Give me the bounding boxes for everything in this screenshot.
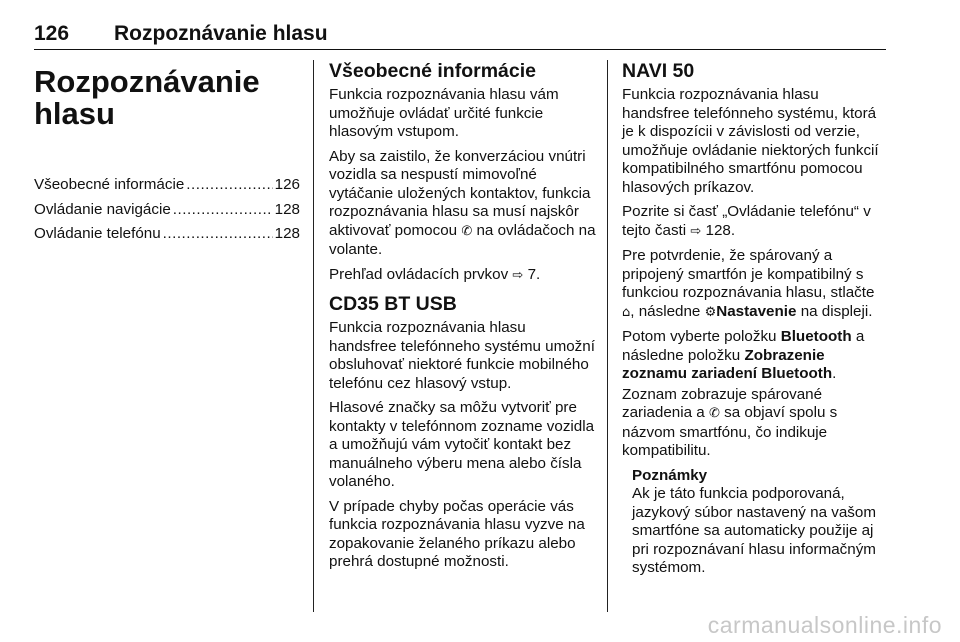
paragraph bbox=[622, 386, 890, 461]
page-ref[interactable]: 128. bbox=[705, 221, 736, 239]
table-of-contents bbox=[34, 173, 300, 247]
phone-voice-icon: ✆ bbox=[708, 406, 720, 421]
page-ref-arrow-icon: ⇨ bbox=[512, 267, 524, 283]
column-2 bbox=[329, 60, 597, 578]
section-heading-general: Všeobecné informácie bbox=[329, 60, 536, 82]
chapter-title bbox=[34, 66, 300, 130]
paragraph-text: na ovládačoch na volante. bbox=[329, 221, 596, 258]
header-rule bbox=[34, 49, 886, 50]
page-number: 126 bbox=[34, 22, 70, 45]
note-text: Ak je táto funkcia podporovaná, jazykový súbor nastavený na vašom smartfóne sa automaticky použije aj pri rozpoznávaní hlasu informačným systémom. bbox=[632, 485, 876, 576]
paragraph-text: Prehľad ovládacích prvkov bbox=[329, 265, 509, 283]
toc-leader bbox=[163, 222, 273, 247]
toc-entry-page: 128 bbox=[274, 225, 300, 242]
paragraph: Hlasové značky sa môžu vytvoriť pre kontakty v telefónnom zozname vozidla a umožňujú vám vytočiť kontakt bez manuálneho výberu mena alebo čísla volaného. bbox=[329, 399, 595, 490]
paragraph-text: Potom vyberte položku bbox=[622, 328, 777, 345]
watermark: carmanualsonline.info bbox=[707, 612, 942, 638]
paragraph-text: Aby sa zaistilo, že konverzáciou vnútri vozidla sa nespustí mimovoľné vytáčanie uložených kontaktov, funkcia rozpoznávania hlasu sa musí najskôr aktivovať pomocou bbox=[329, 147, 591, 239]
paragraph bbox=[329, 266, 597, 286]
toc-leader bbox=[186, 173, 272, 198]
home-icon: ⌂ bbox=[622, 304, 631, 320]
paragraph bbox=[622, 203, 890, 241]
paragraph: Funkcia rozpoznávania hlasu handsfree telefónneho systému, ktorá je k dispozícii v závislosti od verzie, umožňuje ovládanie niektorých funkcií kompatibilného smartfónu pomocou hlasových príkazov. bbox=[622, 86, 879, 196]
toc-entry[interactable] bbox=[34, 198, 300, 223]
paragraph bbox=[622, 247, 890, 322]
paragraph-text: Pre potvrdenie, že spárovaný a pripojený smartfón je kompatibilný s funkciou rozpoznávania hlasu, stlačte bbox=[622, 247, 875, 301]
phone-voice-icon: ✆ bbox=[461, 223, 473, 239]
page-ref[interactable]: 7. bbox=[527, 265, 541, 283]
running-title: Rozpoznávanie hlasu bbox=[114, 22, 328, 45]
note-box bbox=[632, 467, 890, 578]
toc-entry-label: Ovládanie navigácie bbox=[34, 200, 171, 218]
menu-term-bluetooth: Bluetooth bbox=[780, 328, 852, 345]
paragraph-text: a následne položku bbox=[622, 328, 865, 364]
paragraph bbox=[329, 148, 597, 260]
column-divider-2 bbox=[607, 60, 608, 612]
page-ref-arrow-icon: ⇨ bbox=[690, 223, 702, 239]
paragraph-text: sa objaví spolu s názvom smartfónu, čo indikuje kompatibilitu. bbox=[622, 404, 838, 459]
chapter-title-line2: hlasu bbox=[34, 96, 115, 131]
paragraph: Funkcia rozpoznávania hlasu vám umožňuje ovládať určité funkcie hlasovým vstupom. bbox=[329, 86, 559, 140]
toc-leader bbox=[173, 198, 273, 223]
toc-entry[interactable] bbox=[34, 173, 300, 198]
paragraph-text: na displeji. bbox=[800, 302, 873, 320]
toc-entry-page: 128 bbox=[274, 200, 300, 218]
note-title: Poznámky bbox=[632, 466, 708, 484]
column-divider-1 bbox=[313, 60, 314, 612]
paragraph-text: . bbox=[832, 365, 837, 382]
menu-term-settings: Nastavenie bbox=[716, 302, 797, 320]
toc-entry-page: 126 bbox=[274, 176, 300, 193]
paragraph-text: Zoznam zobrazuje spárované zariadenia a bbox=[622, 385, 823, 421]
paragraph: Funkcia rozpoznávania hlasu handsfree telefónneho systému umožní obsluhovať niektoré funkcie mobilného telefónu cez hlasový vstup. bbox=[329, 319, 595, 392]
toc-entry[interactable] bbox=[34, 222, 300, 247]
column-1 bbox=[34, 60, 300, 247]
section-heading-cd35: CD35 BT USB bbox=[329, 293, 457, 315]
chapter-title-line1: Rozpoznávanie bbox=[34, 64, 260, 99]
gear-icon: ⚙ bbox=[704, 304, 717, 320]
toc-entry-label: Ovládanie telefónu bbox=[34, 225, 161, 242]
paragraph: V prípade chyby počas operácie vás funkcia rozpoznávania hlasu vyzve na zopakovanie želaného príkazu alebo prehrá dostupné možnosti. bbox=[329, 497, 585, 570]
paragraph-text: Pozrite si časť „Ovládanie telefónu“ v tejto časti bbox=[622, 203, 871, 239]
page-header bbox=[34, 22, 886, 52]
toc-entry-label: Všeobecné informácie bbox=[34, 176, 185, 193]
section-heading-navi50: NAVI 50 bbox=[622, 60, 695, 82]
column-3 bbox=[622, 60, 890, 578]
paragraph bbox=[622, 328, 890, 384]
menu-term-device-list: Zobrazenie zoznamu zariadení Bluetooth bbox=[622, 346, 833, 382]
paragraph-text: , následne bbox=[630, 302, 701, 320]
